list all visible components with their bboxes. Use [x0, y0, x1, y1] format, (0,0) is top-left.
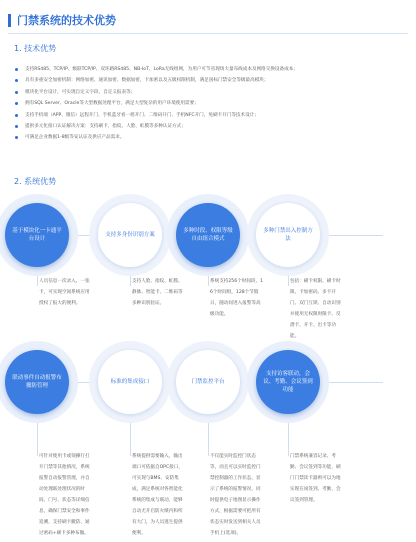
- page-header: [8, 12, 116, 28]
- title-divider: [8, 33, 408, 34]
- advantages-list: [14, 64, 410, 144]
- function-description: 不仅能实时监控门状态等，而且可以实时监控门禁控制器的工作状态，显示了系统的报警情况，同时提供电子地图显示操作方式，根据需要可把所有状态实时发送到相关人员手机上(选项)。: [210, 454, 261, 536]
- function-node-monitor-platform: [167, 341, 249, 423]
- function-label: 门禁监控平台: [191, 379, 225, 385]
- advantages-heading: 1. 技术优势: [14, 44, 57, 53]
- function-node-integration-interface: [89, 341, 171, 423]
- advantage-item: 具有多重安全加密机制：网络加密、通讯加密、数据加密，卡加密以及五级权限机制，满足国标门禁安全等级最高模块；: [14, 75, 410, 86]
- function-label: 标准的集成接口: [110, 379, 150, 385]
- function-description: 人员信息一次录入，一张卡，可实现空间系统应用授权了报大的便利。: [39, 279, 90, 306]
- function-description: 包括：刷卡权限、刷卡时限、卡加密码、多卡开门、双门互锁、自动识别并使用无权限时限卡、反潜卡、开卡、出卡等功能。: [290, 279, 341, 339]
- function-node-time-permission: [167, 194, 249, 276]
- function-label: 支持访客联动，会议、考勤、会议签到功能: [263, 371, 313, 393]
- function-label: 支持多身份识别方案: [105, 232, 155, 238]
- function-node-access-control: [247, 194, 329, 276]
- function-description: 系统提供需要输入，输出端口可依据自OPC接口，可实现与BMS、安防集成，满足系统对各智能化系统的集成与联动，能够自动尤开启防火喷内和所有大门，为人员逃生提供便利。: [132, 454, 183, 536]
- function-node-visitor-attendance: [247, 341, 329, 423]
- advantage-item: 模块化平台设计，可实现自定义字段、自定义报表等；: [14, 87, 410, 98]
- advantage-item: 支持手机端（APP、微信）远程开门、手机蓝牙看一摇开门、二维码开门、手机NFC开门，免刷卡开门等技术设计；: [14, 110, 410, 121]
- advantage-item: 支持RS485、TCP/IP、级联TCP/IP、双环路RS485、NB-IoT、LoRa无线组网，为用户可节省现场大量布线成本及网络交换设备成本；: [14, 64, 410, 75]
- function-description: 可针对使用卡或领操行打开门禁等其他情况，系统报警自动报警管理，并自动处理联处理状况的时间、门号、状态等详细信息，确保门禁安全和事件追溯，支持刷卡撤防、通过密码+刷卡多种布撤。: [39, 454, 90, 536]
- advantage-item: 拥有SQL Server、Oracle等大型数据处理平台，满足大型复杂的用户环境使用需要；: [14, 98, 410, 109]
- functions-row-2: [12, 340, 383, 540]
- functions-row-1: [12, 194, 383, 339]
- function-label: 基于模块化一卡通平台设计: [12, 228, 62, 242]
- title-accent-bar: [8, 14, 11, 27]
- functions-heading: 2. 系统优势: [14, 177, 57, 186]
- advantage-item: 提供多元化接口认证解决方案：支持刷卡、指纹、人脸、虹膜等多种认证方式；: [14, 121, 410, 132]
- function-label: 多种时段、权限等级自由组合模式: [183, 228, 233, 242]
- function-label: 联动事件自动报警布撤防管理: [12, 375, 62, 389]
- function-node-multi-identity: [89, 194, 171, 276]
- function-description: 系统支持256个时间段，16个时间组，128个节假日，随动间进入报警等高级功能。: [210, 279, 264, 317]
- function-description: 门禁系统兼容记录、考勤、会议签到等功能，刷门门禁读卡器则可以为地实现在岗签到、考勤、会议签到管理。: [290, 454, 341, 503]
- advantage-item: 可满足企业数据1-8级等安认证及供应产品需求。: [14, 132, 410, 143]
- page-title: 门禁系统的技术优势: [17, 14, 116, 27]
- function-description: 支持人脸、指纹、虹膜、静脉、智能卡、二维码等多种识别验证。: [132, 279, 183, 306]
- function-node-modular-platform: [0, 194, 78, 276]
- function-node-alarm-linkage: [0, 341, 78, 423]
- function-label: 多种门禁出入控制方法: [263, 228, 313, 242]
